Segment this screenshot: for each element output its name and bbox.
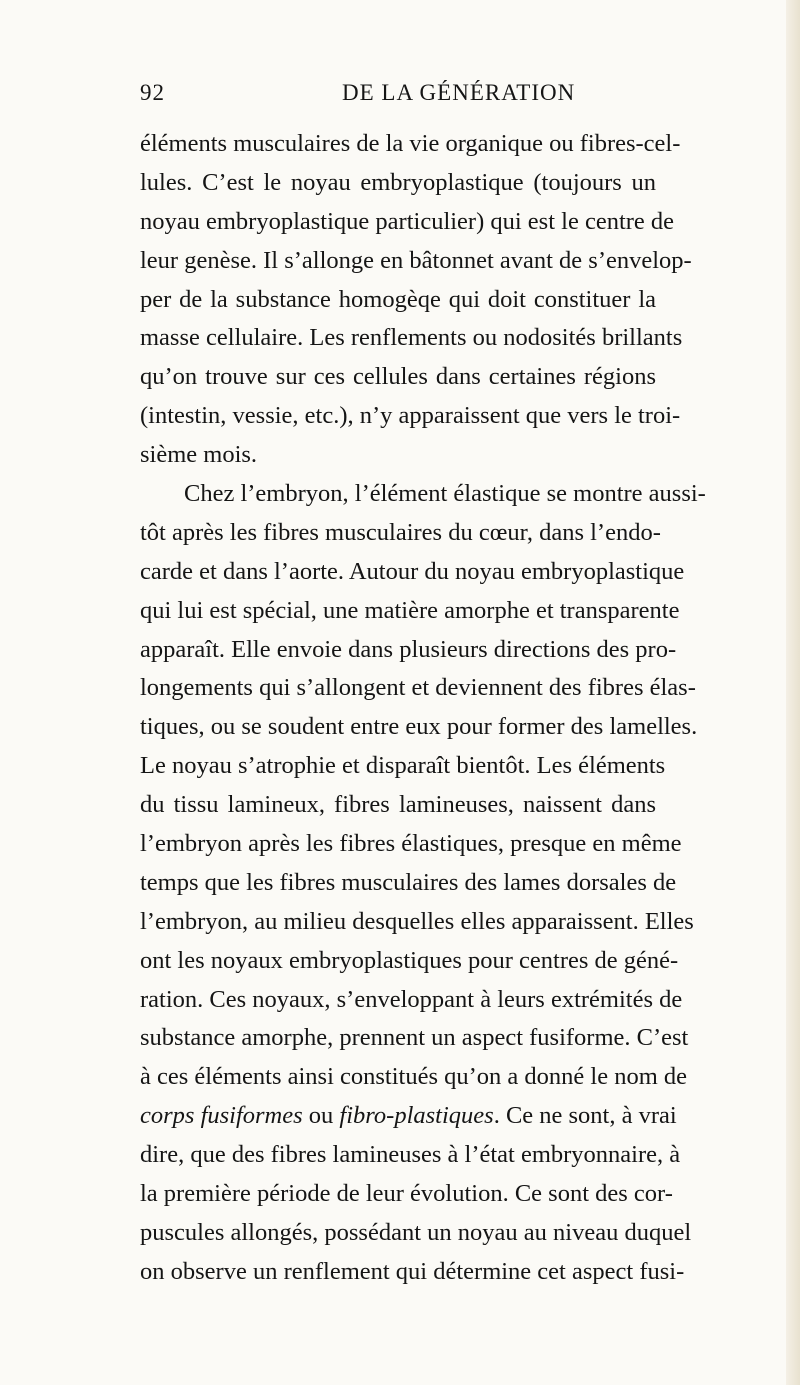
text-line: tiques, ou se soudent entre eux pour former des lamelles.: [140, 713, 698, 741]
text-line: dire, que des fibres lamineuses à l’état embryonnaire, à: [140, 1141, 681, 1169]
text-line: sième mois.: [140, 441, 258, 469]
text-line: masse cellulaire. Les renflements ou nodosités brillants: [140, 324, 683, 352]
text-line: l’embryon après les fibres élastiques, presque en même: [140, 830, 682, 858]
paragraph-start-line: Chez l’embryon, l’élément élastique se montre aussi-: [184, 480, 706, 508]
italic-term: corps fusiformes: [140, 1102, 303, 1130]
text-line: temps que les fibres musculaires des lames dorsales de: [140, 868, 677, 896]
text-line: tôt après les fibres musculaires du cœur, dans l’endo-: [140, 518, 661, 546]
text-line: la première période de leur évolution. Ce sont des cor-: [140, 1180, 673, 1208]
page-number: 92: [140, 80, 165, 105]
text-line: Le noyau s’atrophie et disparaît bientôt. Les éléments: [140, 752, 666, 780]
running-head: [140, 80, 656, 114]
text-line: puscules allongés, possédant un noyau au niveau duquel: [140, 1218, 692, 1246]
text-fragment: . Ce ne sont, à vrai: [493, 1102, 677, 1130]
text-line: leur genèse. Il s’allonge en bâtonnet avant de s’envelop-: [140, 246, 692, 274]
text-line: substance amorphe, prennent un aspect fusiforme. C’est: [140, 1024, 689, 1052]
running-title: DE LA GÉNÉRATION: [342, 80, 576, 105]
text-line: per de la substance homogèqe qui doit constituer la: [140, 285, 656, 313]
page-edge-shadow: [786, 0, 800, 1385]
text-line: (intestin, vessie, etc.), n’y apparaissent que vers le troi-: [140, 402, 681, 430]
text-line: longements qui s’allongent et deviennent des fibres élas-: [140, 674, 696, 702]
text-line-with-italics: [140, 1097, 677, 1136]
text-line: lules. C’est le noyau embryoplastique (toujours un: [140, 168, 656, 196]
text-line: noyau embryoplastique particulier) qui est le centre de: [140, 207, 675, 235]
body-text: [140, 125, 706, 1292]
text-line: qu’on trouve sur ces cellules dans certaines régions: [140, 363, 656, 391]
text-line: ont les noyaux embryoplastiques pour centres de géné-: [140, 946, 679, 974]
text-fragment: ou: [302, 1102, 340, 1130]
text-line: du tissu lamineux, fibres lamineuses, naissent dans: [140, 791, 656, 819]
text-line: éléments musculaires de la vie organique ou fibres-cel-: [140, 130, 681, 157]
text-line: l’embryon, au milieu desquelles elles apparaissent. Elles: [140, 907, 694, 935]
italic-term: fibro-plastiques: [339, 1102, 494, 1130]
text-line: qui lui est spécial, une matière amorphe et transparente: [140, 596, 680, 624]
text-line: carde et dans l’aorte. Autour du noyau embryoplastique: [140, 557, 685, 585]
text-line: à ces éléments ainsi constitués qu’on a donné le nom de: [140, 1063, 688, 1091]
text-line: on observe un renflement qui détermine cet aspect fusi-: [140, 1257, 685, 1285]
text-line: ration. Ces noyaux, s’enveloppant à leurs extrémités de: [140, 985, 683, 1013]
text-line: apparaît. Elle envoie dans plusieurs directions des pro-: [140, 635, 677, 663]
